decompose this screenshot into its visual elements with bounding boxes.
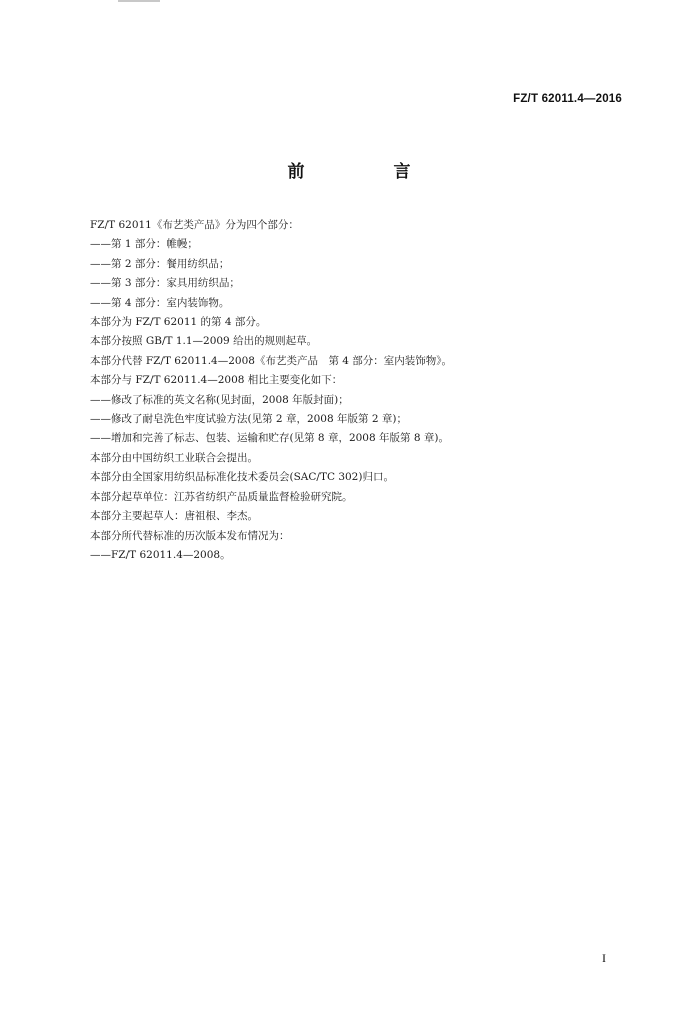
paragraph-drafting-unit: 本部分起草单位：江苏省纺织产品质量监督检验研究院。	[90, 490, 353, 503]
paragraph-centralized-by: 本部分由全国家用纺织品标准化技术委员会(SAC/TC 302)归口。	[90, 471, 394, 484]
paragraph-changes-intro: 本部分与 FZ/T 62011.4—2008 相比主要变化如下：	[90, 374, 343, 387]
paragraph-proposed-by: 本部分由中国纺织工业联合会提出。	[90, 451, 258, 464]
list-item-part-4: ——第 4 部分：室内装饰物。	[90, 296, 230, 309]
paragraph-drafters: 本部分主要起草人：唐祖根、李杰。	[90, 510, 258, 523]
list-item-change-3: ——增加和完善了标志、包装、运输和贮存(见第 8 章，2008 年版第 8 章)。	[90, 432, 449, 445]
list-item-part-2: ——第 2 部分：餐用纺织品；	[90, 257, 230, 270]
list-item-part-3: ——第 3 部分：家具用纺织品；	[90, 277, 240, 290]
foreword-body	[90, 216, 620, 565]
paragraph-drafting-rules: 本部分按照 GB/T 1.1—2009 给出的规则起草。	[90, 335, 318, 348]
paragraph-replaces: 本部分代替 FZ/T 62011.4—2008《布艺类产品 第 4 部分：室内装饰物》。	[90, 354, 453, 367]
list-item-change-1: ——修改了标准的英文名称(见封面，2008 年版封面)；	[90, 393, 349, 406]
page-number: I	[602, 951, 606, 965]
list-item-part-1: ——第 1 部分：帷幔；	[90, 238, 198, 251]
list-item-change-2: ——修改了耐皂洗色牢度试验方法(见第 2 章，2008 年版第 2 章)；	[90, 413, 407, 426]
document-code: FZ/T 62011.4—2016	[513, 93, 622, 105]
scan-artifact	[118, 0, 160, 2]
paragraph-history-intro: 本部分所代替标准的历次版本发布情况为：	[90, 529, 290, 542]
list-item-history-1: ——FZ/T 62011.4—2008。	[90, 548, 231, 561]
paragraph-part-statement: 本部分为 FZ/T 62011 的第 4 部分。	[90, 316, 267, 329]
foreword-title: 前 言	[287, 162, 447, 182]
paragraph-series-intro: FZ/T 62011《布艺类产品》分为四个部分：	[90, 219, 299, 231]
